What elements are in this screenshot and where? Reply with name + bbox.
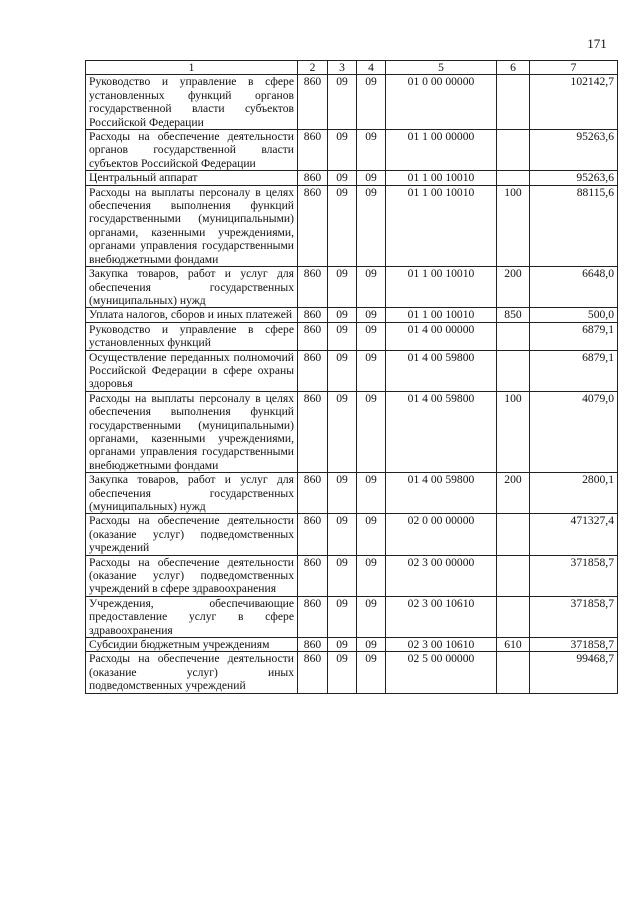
cell-name: Осуществление переданных полномочий Российской Федерации в сфере охраны здоровья — [86, 350, 298, 391]
cell-name: Центральный аппарат — [86, 171, 298, 185]
cell-subsection: 09 — [357, 75, 386, 130]
table-row — [86, 185, 618, 266]
cell-section: 09 — [328, 473, 357, 514]
cell-name: Руководство и управление в сфере установленных функций — [86, 322, 298, 350]
cell-name: Расходы на обеспечение деятельности (оказание услуг) иных подведомственных учреждений — [86, 652, 298, 693]
cell-amount: 4079,0 — [530, 391, 618, 472]
page-number: 171 — [587, 36, 607, 51]
cell-target-article: 02 3 00 10610 — [386, 638, 497, 652]
table-row — [86, 596, 618, 637]
cell-amount: 99468,7 — [530, 652, 618, 693]
table-row — [86, 638, 618, 652]
cell-target-article: 02 5 00 00000 — [386, 652, 497, 693]
cell-target-article: 02 3 00 10610 — [386, 596, 497, 637]
cell-target-article: 02 3 00 00000 — [386, 555, 497, 596]
cell-amount: 102142,7 — [530, 75, 618, 130]
cell-expense-type — [497, 514, 530, 555]
table-row — [86, 75, 618, 130]
cell-subsection: 09 — [357, 391, 386, 472]
cell-target-article: 01 4 00 59800 — [386, 391, 497, 472]
cell-ministry-code: 860 — [298, 130, 328, 171]
header-col-4: 4 — [357, 61, 386, 75]
cell-target-article: 01 0 00 00000 — [386, 75, 497, 130]
cell-amount: 95263,6 — [530, 130, 618, 171]
cell-name: Расходы на обеспечение деятельности органов государственной власти субъектов Российской Федерации — [86, 130, 298, 171]
cell-name: Закупка товаров, работ и услуг для обеспечения государственных (муниципальных) нужд — [86, 267, 298, 308]
cell-ministry-code: 860 — [298, 322, 328, 350]
table-row — [86, 308, 618, 322]
table-row — [86, 555, 618, 596]
cell-name: Расходы на выплаты персоналу в целях обеспечения выполнения функций государственными (муниципальными) органами, казенными учреждениями, органами управления государственными внебюджетными фондами — [86, 391, 298, 472]
header-col-2: 2 — [298, 61, 328, 75]
cell-ministry-code: 860 — [298, 350, 328, 391]
table-row — [86, 391, 618, 472]
table-row — [86, 652, 618, 693]
table-row — [86, 514, 618, 555]
cell-expense-type — [497, 322, 530, 350]
cell-target-article: 01 1 00 00000 — [386, 130, 497, 171]
cell-subsection: 09 — [357, 652, 386, 693]
cell-expense-type: 200 — [497, 267, 530, 308]
cell-target-article: 01 1 00 10010 — [386, 171, 497, 185]
cell-subsection: 09 — [357, 267, 386, 308]
cell-ministry-code: 860 — [298, 652, 328, 693]
cell-name: Субсидии бюджетным учреждениям — [86, 638, 298, 652]
cell-amount: 371858,7 — [530, 596, 618, 637]
cell-expense-type — [497, 596, 530, 637]
cell-name: Расходы на обеспечение деятельности (оказание услуг) подведомственных учреждений в сфере здравоохранения — [86, 555, 298, 596]
cell-section: 09 — [328, 596, 357, 637]
table-row — [86, 130, 618, 171]
header-row — [86, 61, 618, 75]
cell-ministry-code: 860 — [298, 391, 328, 472]
table-row — [86, 267, 618, 308]
cell-amount: 6648,0 — [530, 267, 618, 308]
cell-name: Руководство и управление в сфере установленных функций органов государственной власти субъектов Российской Федерации — [86, 75, 298, 130]
cell-ministry-code: 860 — [298, 638, 328, 652]
cell-ministry-code: 860 — [298, 473, 328, 514]
cell-section: 09 — [328, 322, 357, 350]
cell-section: 09 — [328, 555, 357, 596]
cell-name: Расходы на обеспечение деятельности (оказание услуг) подведомственных учреждений — [86, 514, 298, 555]
cell-section: 09 — [328, 391, 357, 472]
cell-target-article: 02 0 00 00000 — [386, 514, 497, 555]
cell-expense-type — [497, 350, 530, 391]
cell-expense-type: 100 — [497, 185, 530, 266]
cell-section: 09 — [328, 308, 357, 322]
cell-amount: 371858,7 — [530, 638, 618, 652]
cell-amount: 6879,1 — [530, 322, 618, 350]
cell-subsection: 09 — [357, 322, 386, 350]
header-col-1: 1 — [86, 61, 298, 75]
cell-subsection: 09 — [357, 130, 386, 171]
cell-amount: 6879,1 — [530, 350, 618, 391]
cell-name: Учреждения, обеспечивающие предоставление услуг в сфере здравоохранения — [86, 596, 298, 637]
cell-expense-type: 200 — [497, 473, 530, 514]
cell-subsection: 09 — [357, 514, 386, 555]
cell-name: Закупка товаров, работ и услуг для обеспечения государственных (муниципальных) нужд — [86, 473, 298, 514]
header-col-5: 5 — [386, 61, 497, 75]
cell-subsection: 09 — [357, 473, 386, 514]
header-col-7: 7 — [530, 61, 618, 75]
budget-table — [85, 60, 618, 694]
cell-ministry-code: 860 — [298, 514, 328, 555]
cell-name: Расходы на выплаты персоналу в целях обеспечения выполнения функций государственными (муниципальными) органами, казенными учреждениями, органами управления государственными внебюджетными фондами — [86, 185, 298, 266]
cell-amount: 471327,4 — [530, 514, 618, 555]
cell-ministry-code: 860 — [298, 171, 328, 185]
cell-section: 09 — [328, 652, 357, 693]
cell-section: 09 — [328, 267, 357, 308]
cell-expense-type — [497, 555, 530, 596]
table-row — [86, 473, 618, 514]
cell-section: 09 — [328, 350, 357, 391]
cell-amount: 371858,7 — [530, 555, 618, 596]
cell-subsection: 09 — [357, 185, 386, 266]
header-col-6: 6 — [497, 61, 530, 75]
cell-ministry-code: 860 — [298, 75, 328, 130]
cell-amount: 500,0 — [530, 308, 618, 322]
cell-expense-type — [497, 652, 530, 693]
cell-ministry-code: 860 — [298, 308, 328, 322]
cell-expense-type: 610 — [497, 638, 530, 652]
cell-target-article: 01 4 00 59800 — [386, 473, 497, 514]
cell-subsection: 09 — [357, 171, 386, 185]
cell-ministry-code: 860 — [298, 185, 328, 266]
cell-expense-type — [497, 75, 530, 130]
table-header — [86, 61, 618, 75]
table-body — [86, 75, 618, 693]
cell-subsection: 09 — [357, 350, 386, 391]
cell-expense-type — [497, 171, 530, 185]
cell-target-article: 01 4 00 00000 — [386, 322, 497, 350]
cell-section: 09 — [328, 171, 357, 185]
header-col-3: 3 — [328, 61, 357, 75]
cell-section: 09 — [328, 514, 357, 555]
cell-section: 09 — [328, 75, 357, 130]
cell-subsection: 09 — [357, 308, 386, 322]
cell-ministry-code: 860 — [298, 555, 328, 596]
table-row — [86, 322, 618, 350]
table-row — [86, 350, 618, 391]
cell-ministry-code: 860 — [298, 267, 328, 308]
cell-expense-type: 850 — [497, 308, 530, 322]
cell-target-article: 01 4 00 59800 — [386, 350, 497, 391]
cell-expense-type — [497, 130, 530, 171]
cell-amount: 95263,6 — [530, 171, 618, 185]
cell-section: 09 — [328, 185, 357, 266]
cell-target-article: 01 1 00 10010 — [386, 267, 497, 308]
cell-amount: 88115,6 — [530, 185, 618, 266]
cell-expense-type: 100 — [497, 391, 530, 472]
cell-target-article: 01 1 00 10010 — [386, 308, 497, 322]
cell-subsection: 09 — [357, 638, 386, 652]
cell-subsection: 09 — [357, 596, 386, 637]
cell-amount: 2800,1 — [530, 473, 618, 514]
cell-subsection: 09 — [357, 555, 386, 596]
cell-section: 09 — [328, 638, 357, 652]
cell-ministry-code: 860 — [298, 596, 328, 637]
cell-name: Уплата налогов, сборов и иных платежей — [86, 308, 298, 322]
table-row — [86, 171, 618, 185]
cell-section: 09 — [328, 130, 357, 171]
cell-target-article: 01 1 00 10010 — [386, 185, 497, 266]
